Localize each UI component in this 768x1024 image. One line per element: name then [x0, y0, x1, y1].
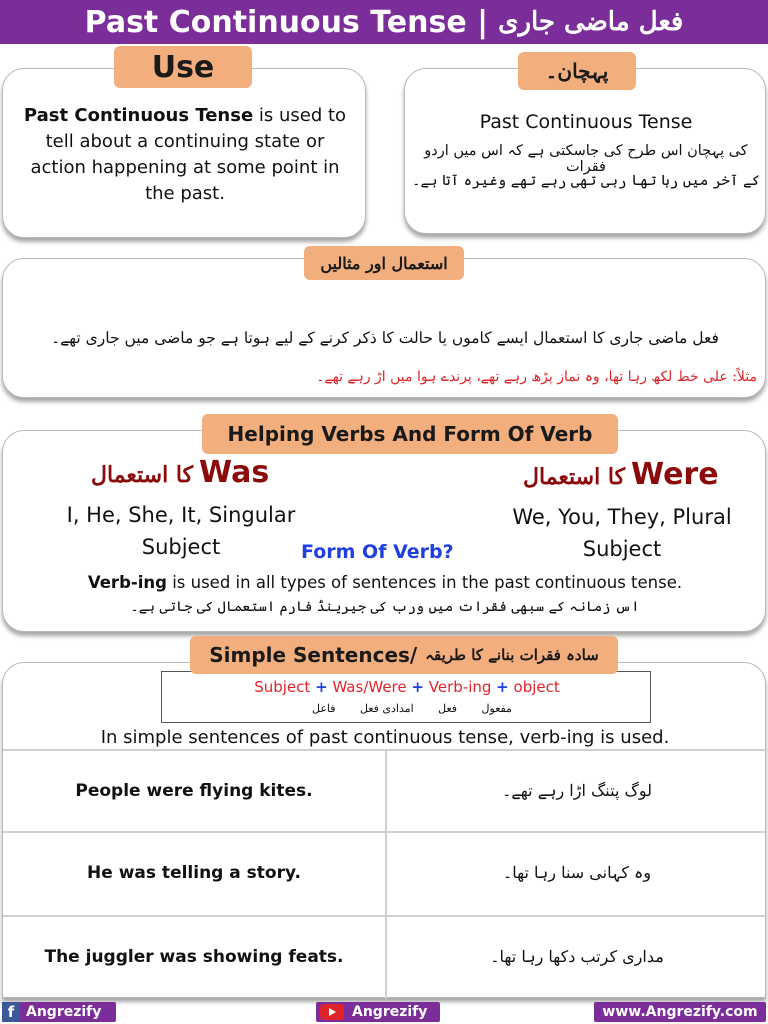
youtube-label: Angrezify — [352, 1004, 428, 1020]
use-tag: Use — [114, 46, 252, 88]
simple-tag-english: Simple Sentences/ — [209, 643, 418, 667]
facebook-label: Angrezify — [26, 1004, 102, 1020]
were-urdu: کا استعمال — [523, 464, 626, 490]
row-urdu: لوگ پتنگ اڑا رہے تھے۔ — [502, 781, 652, 800]
page-title: Past Continuous Tense | — [84, 4, 489, 40]
formula-line: Subject + Was/Were + Verb-ing + object — [254, 678, 560, 696]
pehchan-english: Past Continuous Tense — [479, 111, 693, 133]
form-of-verb-question: Form Of Verb? — [301, 541, 454, 563]
page-title-bar — [0, 0, 768, 44]
table-row — [3, 751, 767, 831]
formula-box — [161, 671, 651, 723]
page-title-urdu: فعل ماضی جاری — [498, 7, 684, 37]
use-description: Past Continuous Tense is used to tell about a continuing state or action happening at some point in the past. — [23, 105, 347, 204]
youtube-icon — [320, 1004, 344, 1020]
website-badge[interactable] — [594, 1002, 766, 1022]
formula-object: object — [513, 678, 560, 696]
formula-urdu-line: فاعل امدادی فعل فعل مفعول — [312, 702, 512, 715]
formula-subject: Subject — [254, 678, 311, 696]
was-subjects: I, He, She, It, Singular Subject — [66, 503, 296, 559]
verb-ing-urdu-note: اس زمانہ کے سبھی فقرات میں ورب کی جیرینڈ فارم استعمال کی جاتی ہے۔ — [130, 599, 640, 615]
simple-sentences-tag — [190, 636, 618, 674]
verb-ing-note: Verb-ing is used in all types of sentences in the past continuous tense. — [87, 573, 683, 592]
simple-tag-urdu: سادہ فقرات بنانے کا طریقہ — [425, 646, 599, 664]
use-bold-lead: Past Continuous Tense — [23, 105, 254, 126]
helping-verbs-tag: Helping Verbs And Form Of Verb — [202, 414, 618, 454]
row-english: He was telling a story. — [87, 863, 301, 883]
examples-line-1: فعل ماضی جاری کا استعمال ایسے کاموں یا حالت کا ذکر کرنے کے لیے ہوتا ہے جو ماضی میں جاری تھے۔ — [51, 329, 719, 347]
examples-tag: استعمال اور مثالیں — [304, 246, 464, 280]
formula-verb: Verb-ing — [428, 678, 492, 696]
website-label: www.Angrezify.com — [602, 1004, 758, 1020]
examples-line-2: مثلاً: علی خط لکھ رہا تھا، وہ نماز پڑھ رہے تھے، پرندے ہوا میں اڑ رہے تھے۔ — [316, 369, 757, 385]
facebook-icon: f — [2, 1002, 20, 1022]
was-heading — [91, 455, 291, 490]
was-urdu: کا استعمال — [91, 462, 194, 488]
row-urdu: مداری کرتب دکھا رہا تھا۔ — [490, 947, 664, 966]
row-english: People were flying kites. — [75, 781, 313, 801]
row-english: The juggler was showing feats. — [44, 947, 344, 967]
table-row — [3, 917, 767, 999]
pehchan-panel — [404, 68, 766, 234]
pehchan-tag: پہچان۔ — [518, 52, 636, 90]
pehchan-urdu-1: کی پہچان اس طرح کی جاسکتی ہے کہ اس میں اردو فقرات — [424, 143, 748, 175]
table-row — [3, 833, 767, 915]
helping-verbs-panel — [2, 430, 766, 632]
facebook-badge[interactable] — [2, 1002, 116, 1022]
were-word: Were — [631, 457, 719, 492]
were-subjects: We, You, They, Plural Subject — [512, 505, 732, 561]
youtube-badge[interactable] — [316, 1002, 440, 1022]
simple-sentences-panel — [2, 662, 766, 998]
formula-helper: Was/Were — [332, 678, 407, 696]
pehchan-urdu-2: کے آخر میں رہا تھا رہی تھی رہے تھے وغیرہ آتا ہے۔ — [411, 173, 761, 189]
simple-intro: In simple sentences of past continuous tense, verb-ing is used. — [100, 727, 670, 748]
were-heading — [523, 457, 743, 492]
was-word: Was — [199, 455, 270, 490]
use-panel — [2, 68, 366, 238]
row-urdu: وہ کہانی سنا رہا تھا۔ — [502, 863, 652, 882]
